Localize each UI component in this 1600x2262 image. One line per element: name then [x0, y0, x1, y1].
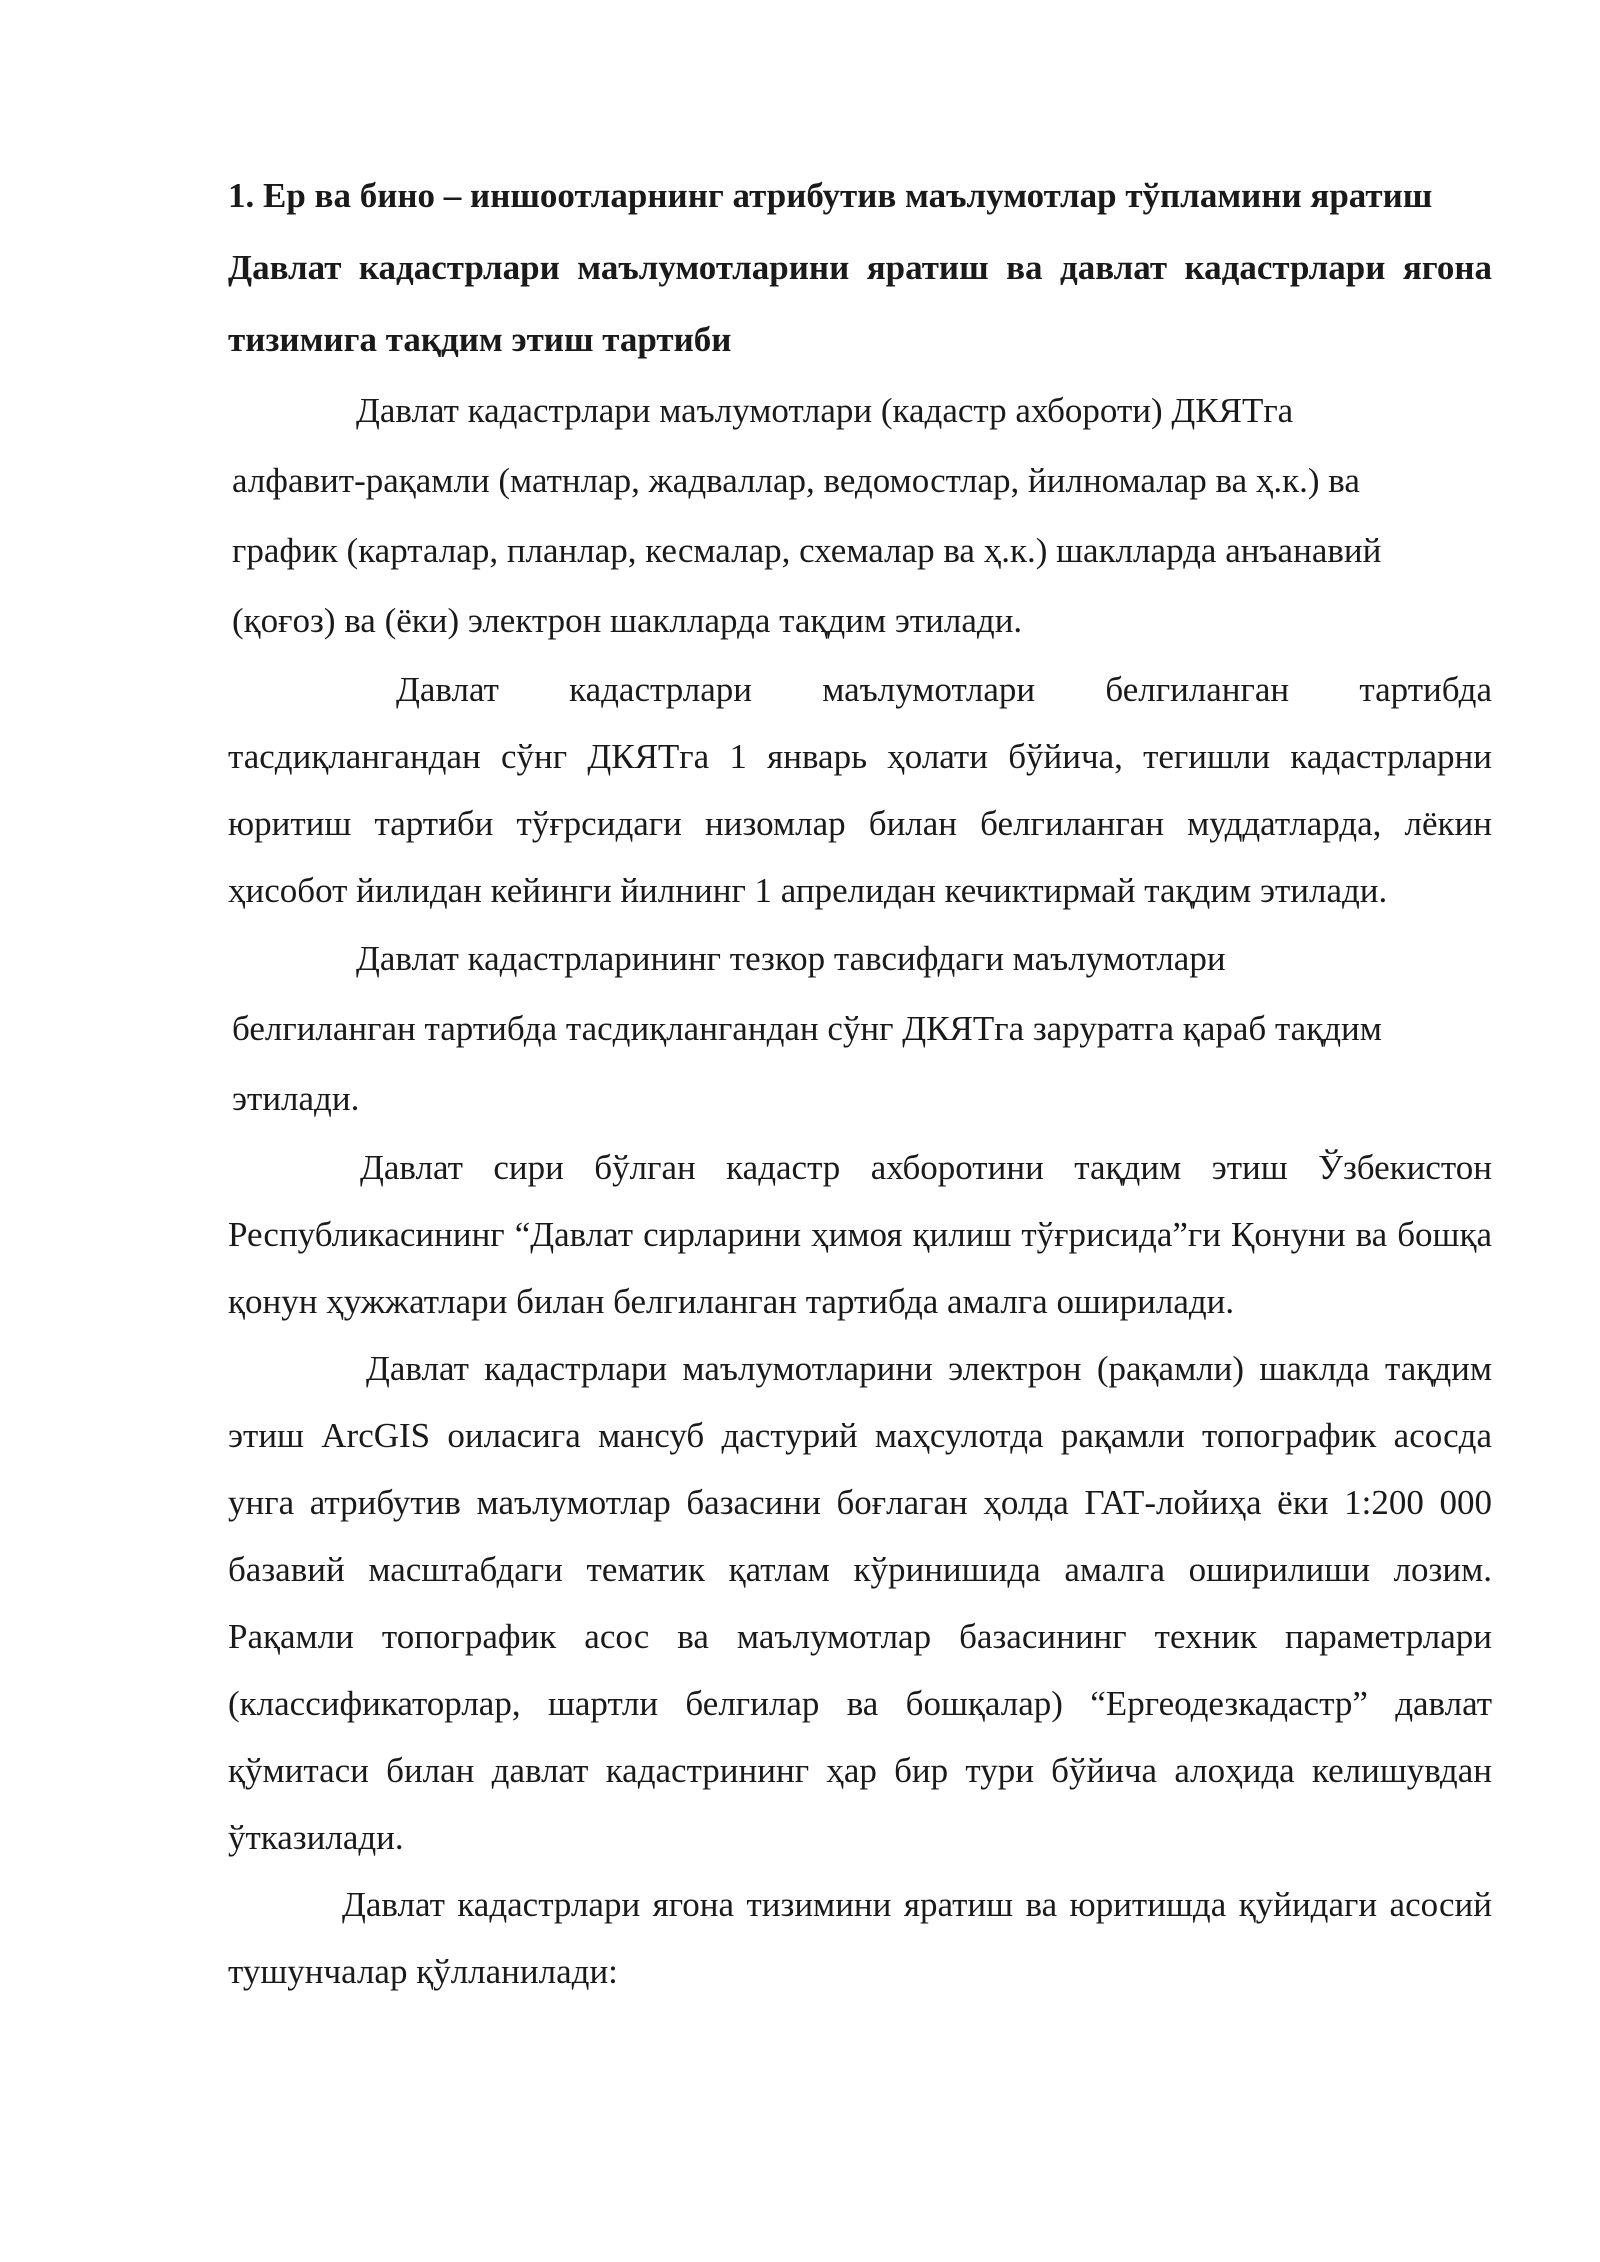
paragraph-5: Давлат кадастрлари маълумотларини электрон (рақамли) шаклда тақдим этиш ArcGIS оиласига мансуб дастурий маҳсулотда рақамли топографик асосда унга атрибутив маълумотлар базасини боғлаган ҳолда ГАТ-лойиҳа ёки 1:200 000 базавий масштабдаги тематик қатлам кўринишида амалга оширилиши лозим. Рақамли топографик асос ва маълумотлар базасининг техник параметрлари (классификаторлар, шартли белгилар ва бошқалар) “Ергеодезкадастр” давлат қўмитаси билан давлат кадастрининг ҳар бир тури бўйича алоҳида келишувдан ўтказилади.: [228, 1349, 1492, 1857]
paragraph-1: [228, 376, 1472, 656]
paragraph-3-first-line: Давлат кадастрларининг тезкор тавсифдаги маълумотлари: [356, 939, 1226, 978]
paragraph-1-first-line: Давлат кадастрлари маълумотлари (кадастр ахбороти) ДКЯТга: [356, 391, 1294, 430]
document-page: [228, 160, 1492, 2005]
paragraph-6: Давлат кадастрлари ягона тизимини яратиш ва юритишда қуйидаги асосий тушунчалар қўлланилади:: [228, 1885, 1492, 1991]
paragraph-3: [228, 924, 1472, 1134]
paragraph-2: Давлат кадастрлари маълумотлари белгиланган тартибда тасдиқлангандан сўнг ДКЯТга 1 январь ҳолати бўйича, тегишли кадастрларни юритиш тартиби тўғрсидаги низомлар билан белгиланган муддатларда, лёкин ҳисобот йилидан кейинги йилнинг 1 апрелидан кечиктирмай тақдим этилади.: [228, 670, 1492, 910]
section-heading: 1. Ер ва бино – иншоотларнинг атрибутив маълумотлар тўпламини яратиш: [228, 176, 1433, 215]
paragraph-3-body: белгиланган тартибда тасдиқлангандан сўнг ДКЯТга заруратга қараб тақдим этилади.: [232, 1009, 1382, 1118]
subsection-heading: Давлат кадастрлари маълумотларини яратиш ва давлат кадастрлари ягона тизимига тақдим этиш тартиби: [228, 248, 1492, 359]
paragraph-4: Давлат сири бўлган кадастр ахборотини тақдим этиш Ўзбекистон Республикасининг “Давлат сирларини ҳимоя қилиш тўғрисида”ги Қонуни ва бошқа қонун ҳужжатлари билан белгиланган тартибда амалга оширилади.: [228, 1148, 1492, 1321]
paragraph-1-body: алфавит-рақамли (матнлар, жадваллар, ведомостлар, йилномалар ва ҳ.к.) ва график (карталар, планлар, кесмалар, схемалар ва ҳ.к.) шаклларда анъанавий (қоғоз) ва (ёки) электрон шаклларда тақдим этилади.: [232, 461, 1382, 640]
